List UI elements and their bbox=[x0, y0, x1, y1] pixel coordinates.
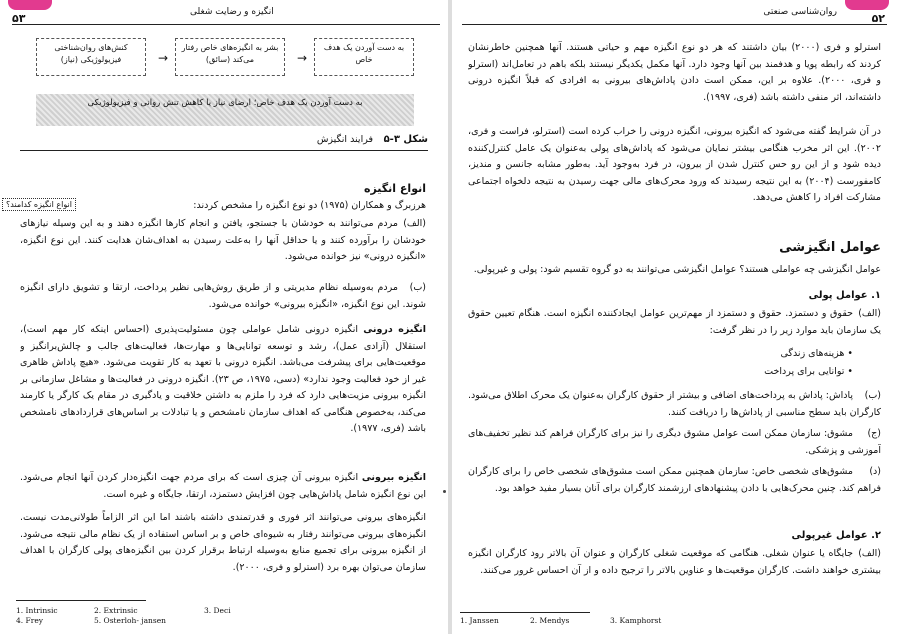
section-title: انواع انگیزه bbox=[363, 182, 426, 195]
item-text: پاداش: پاداش به پرداخت‌های اضافی و بیشتر از حقوق کارگران به‌عنوان یک محرک اطلاق می‌شود. کارگران باید سطح مناسبی از پاداش‌ها را دریافت کنند. bbox=[468, 390, 881, 418]
extrinsic-title: انگیزه بیرونی bbox=[361, 472, 426, 483]
monetary-item-b bbox=[468, 388, 881, 422]
item-label: (ج) bbox=[867, 428, 881, 439]
left-page bbox=[0, 0, 448, 634]
figure-box-goal: به دست آوردن یک هدف خاص bbox=[314, 38, 414, 76]
publisher-logo bbox=[8, 0, 52, 10]
bullet-item: • هزینه‌های زندگی bbox=[780, 348, 853, 359]
header-rule bbox=[12, 24, 440, 25]
intrinsic-paragraph bbox=[20, 322, 426, 464]
footnotes bbox=[460, 616, 760, 626]
bullet-text: هزینه‌های زندگی bbox=[780, 348, 845, 359]
monetary-title: ۱. عوامل پولی bbox=[808, 290, 881, 301]
running-head: انگیزه و رضایت شغلی bbox=[190, 7, 274, 17]
extrinsic-text-2: انگیزه‌های بیرونی می‌توانند اثر فوری و قدرتمندی داشته باشند اما این اثر الزاماً طولانی‌مدت نیست. انگیزه‌های بیرونی می‌توانند رفتار به شیوه‌ای خاص و بر اساس استفاده از یک نظام مالی نتیجه می‌شود. از انگیزه بیرونی برای تجمیع منابع به‌وسیله ارتباط برقرار کردن بین انگیزه‌های پولی کارگران با اهداف سازمان می‌توان بهره برد (استرلو و فری، ۲۰۰۰). bbox=[20, 512, 426, 573]
right-page bbox=[452, 0, 897, 634]
item-b-label: (ب) bbox=[409, 282, 426, 293]
header-rule bbox=[462, 24, 887, 25]
page-number: ۵۲ bbox=[871, 12, 885, 25]
bullet-item: • توانایی برای پرداخت bbox=[764, 366, 853, 377]
footnote-rule bbox=[16, 600, 146, 601]
footnote: 1. Intrinsic bbox=[16, 606, 58, 615]
paragraph-2: در آن شرایط گفته می‌شود که انگیزه بیرونی، انگیزه درونی را خراب کرده است (استرلو، فراست و فری، ۲۰۰۲). این اثر مخرب هنگامی بیشتر نمایان می‌شود که پاداش‌های پولی به‌عنوان یک عامل کنترل‌کننده دیده شود و از این رو حس کنترل شدن از بیرون، در فرد به‌وجود آید. به‌طور مشابه جانسن و مندیز، کامفورست (۲۰۰۴) به این نتیجه رسیدند که ورود محرک‌های مالی جهت رسیدن به نتیجه دلخواه اجتماعی مشارکت افراد را کاهش می‌دهد. bbox=[468, 126, 881, 203]
figure-caption-label: شکل ۳-۵ bbox=[383, 134, 428, 145]
monetary-item-c bbox=[468, 426, 881, 460]
monetary-item-a bbox=[468, 306, 881, 340]
non-monetary-title: ۲. عوامل غیرپولی bbox=[791, 530, 881, 541]
figure-box-drive: بشر به انگیزه‌های خاص رفتار می‌کند (سائق) bbox=[175, 38, 285, 76]
intro-text: هرزبرگ و همکاران (۱۹۷۵) دو نوع انگیزه را مشخص کردند: bbox=[193, 200, 426, 211]
item-text: جایگاه یا عنوان شغلی. هنگامی که موقعیت شغلی کارگران و عنوان آن بالاتر رود کارگران انگیزه بیشتری خواهند داشت. کارگران موقعیت‌ها و عناوین بالاتر را ترجیح داده و از آن احساس غرور می‌کنند. bbox=[468, 548, 881, 576]
extrinsic-text-1: انگیزه بیرونی آن چیزی است که برای مردم جهت انگیزه‌دار کردن آنها انجام می‌شود. این نوع انگیزه شامل پاداش‌هایی چون افزایش دستمزد، ارتقا، جایگاه و غیره است. bbox=[20, 472, 426, 500]
extrinsic-paragraph bbox=[20, 470, 426, 506]
figure-band: به دست آوردن یک هدف خاص؛ ارضای نیاز یا کاهش تنش روانی و فیزیولوژیکی bbox=[36, 94, 414, 126]
arrow-icon: → bbox=[158, 51, 169, 65]
figure-caption-rule bbox=[20, 150, 428, 151]
monetary-item-d bbox=[468, 464, 881, 514]
bullet-text: توانایی برای پرداخت bbox=[764, 366, 845, 377]
item-a-label: (الف) bbox=[403, 218, 426, 229]
item-b bbox=[20, 280, 426, 314]
section-title: عوامل انگیزشی bbox=[779, 240, 881, 255]
item-text: حقوق و دستمزد. حقوق و دستمزد از مهم‌ترین عوامل ایجادکننده انگیزه است. هنگام تعیین حقوق یک سازمان باید موارد زیر را در نظر گرفت: bbox=[468, 308, 881, 336]
item-text: مشوق‌های شخصی خاص: سازمان همچنین ممکن است مشوق‌های شخصی خاص را برای کارگران فراهم کند. چنین محرک‌هایی با دادن پیشنهادهای ارزشمند کارگران برای آنان بسیار مفید خواهد بود. bbox=[468, 466, 881, 494]
non-monetary-item-a bbox=[468, 546, 881, 596]
footnote-rule bbox=[460, 612, 590, 613]
item-label: (الف) bbox=[858, 548, 881, 559]
footnotes bbox=[16, 606, 316, 626]
item-b-text: مردم به‌وسیله نظام مدیریتی و از طریق روش‌هایی نظیر پرداخت، ارتقا و تشویق دارای انگیزه شوند. این نوع انگیزه، «انگیزه بیرونی» خوانده می‌شود. bbox=[20, 282, 426, 310]
margin-callout: انواع انگیزه کدامند؟ bbox=[2, 198, 76, 211]
intrinsic-text: انگیزه درونی شامل عواملی چون مسئولیت‌پذیری (احساس اینکه کار مهم است)، استقلال (آزادی عمل)، رشد و توسعه توانایی‌ها و مهارت‌ها، فعالیت‌های جالب و چالش‌برانگیز و موقعیت‌هایی برای پیشرفت می‌باشد. انگیزه درونی با تعهد به کار تقویت می‌شود. «هیچ پاداش ظاهری غیر از خود فعالیت وجود ندارد» (دسی، ۱۹۷۵، ص ۲۳). انگیزه درونی در فعالیت‌ها و مشاغل سازمانی بر انگیزه بیرونی مزیت‌هایی دارد که فرد را ملزم به داشتن خلاقیت و یادگیری در مقام یک کارگر یا کارمند می‌کند، به‌خصوص هنگامی که اهداف سازمان نامشخص و یا تبادلات بر اساس‌های قراردادهای نامشخص باشد (فری، ۱۹۷۷). bbox=[20, 324, 426, 434]
item-a-text: مردم می‌توانند به خودشان با جستجو، یافتن و انجام کارها انگیزه دهند و به این وسیله نیازهای خودشان را برآورده کنند و یا حداقل آنها را به‌علت رسیدن به اهداف‌شان هدایت کنند. این نوع انگیزه، «انگیزه درونی» نیز خوانده می‌شود. bbox=[20, 218, 426, 262]
item-label: (د) bbox=[869, 466, 881, 477]
item-label: (الف) bbox=[858, 308, 881, 319]
figure-box-need: کنش‌های روان‌شناختی فیزیولوژیکی (نیاز) bbox=[36, 38, 146, 76]
paragraph-1: استرلو و فری (۲۰۰۰) بیان داشتند که هر دو نوع انگیزه مهم و حیاتی هستند. آنها همچنین خاطرنشان کردند که رابطه پویا و هدفمند بین آنها وجود دارد. آنها مکمل یکدیگر نیستند بلکه باهم در تعامل‌اند (استرلو و فری، ۲۰۰۰). علاوه بر این، ممکن است دادن پاداش‌های بیرونی به افرادی که قبلاً انگیزه درونی داشته‌اند، اثر منفی داشته باشد (فری، ۱۹۹۷). bbox=[468, 42, 881, 103]
intro-text: عوامل انگیزشی چه عواملی هستند؟ عوامل انگیزشی می‌توانند به دو گروه تقسیم شود: پولی و غیرپولی. bbox=[473, 264, 881, 275]
running-head: روان‌شناسی صنعتی bbox=[763, 7, 837, 17]
item-text: مشوق: سازمان ممکن است عوامل مشوق دیگری را نیز برای کارگران فراهم کند نظیر تخفیف‌های آموزشی و پزشکی. bbox=[468, 428, 881, 456]
footnote: 3. Deci bbox=[204, 606, 231, 615]
footnote: 2. Mendys bbox=[530, 616, 570, 625]
publisher-logo bbox=[845, 0, 889, 10]
figure-caption-text: فرایند انگیزش bbox=[316, 134, 373, 145]
footnote: 4. Frey bbox=[16, 616, 44, 625]
footnote: 1. Janssen bbox=[460, 616, 499, 625]
item-a bbox=[20, 216, 426, 274]
item-label: (ب) bbox=[864, 390, 881, 401]
footnote: 5. Osterloh- jansen bbox=[94, 616, 166, 625]
arrow-icon: → bbox=[297, 51, 308, 65]
binding-dot bbox=[443, 490, 446, 493]
intrinsic-title: انگیزه درونی bbox=[363, 324, 426, 335]
footnote: 3. Kamphorst bbox=[610, 616, 662, 625]
footnote: 2. Extrinsic bbox=[94, 606, 138, 615]
page-number: ۵۳ bbox=[12, 12, 26, 25]
